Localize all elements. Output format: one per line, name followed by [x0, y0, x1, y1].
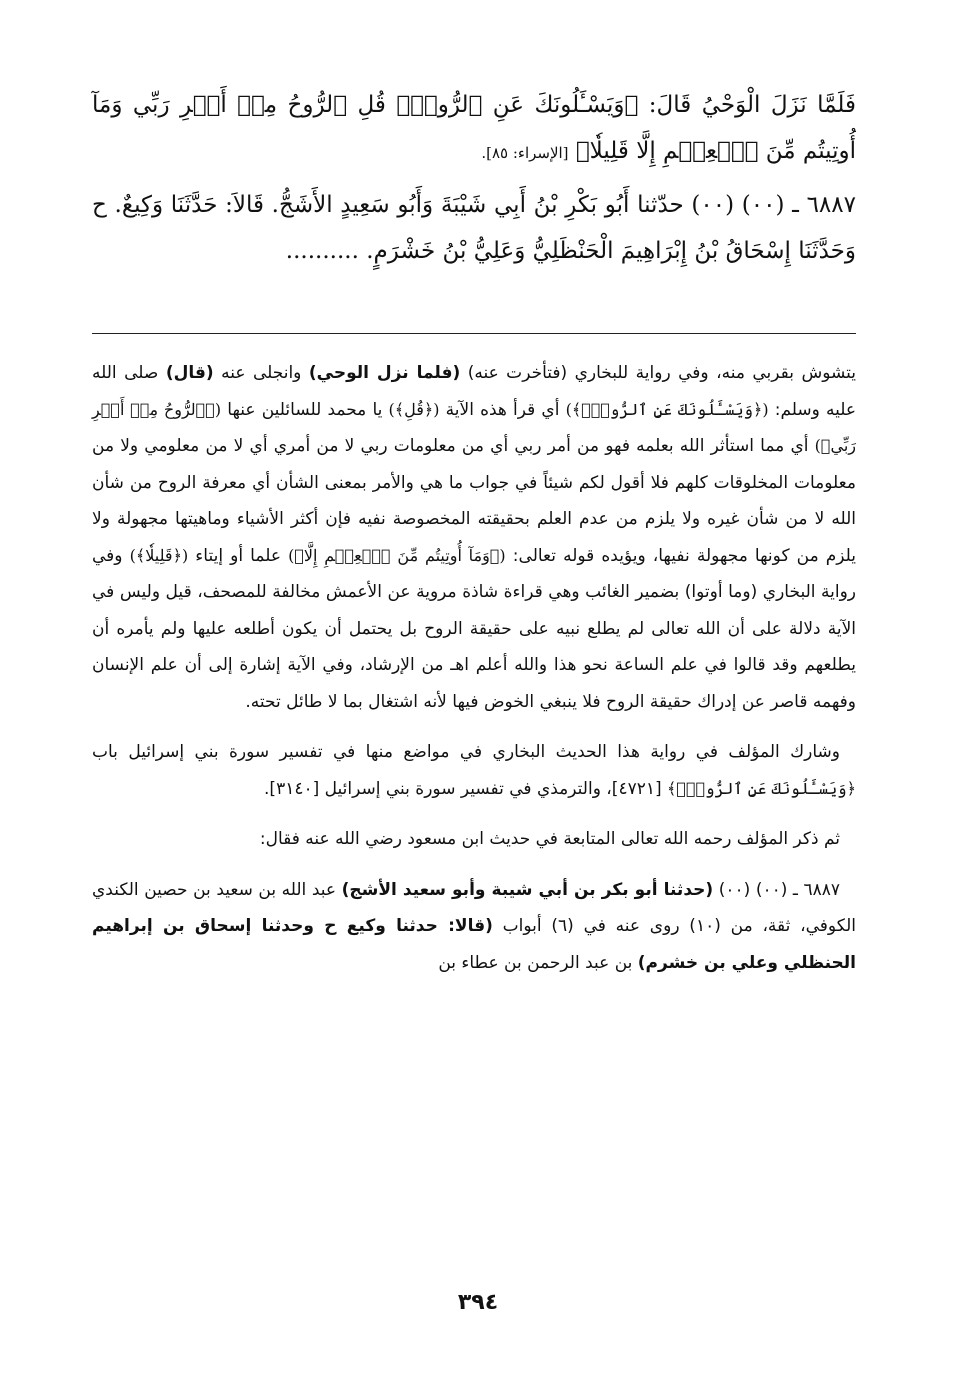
page-number: ٣٩٤ [457, 1290, 499, 1315]
matn-quote: (قالا: حدثنا وكيع ح وحدثنا إسحاق بن إبراهيم الحنظلي وعلي بن خشرم) [92, 916, 856, 973]
main-text [92, 82, 856, 280]
commentary-paragraph [92, 734, 856, 807]
commentary-text: يا محمد للسائلين عنها [227, 399, 383, 420]
footnote-divider [92, 333, 856, 334]
commentary-text: [٤٧٢١]، والترمذي في تفسير سورة بني إسرائيل [٣١٤٠]. [264, 778, 662, 799]
commentary-text: وفي رواية البخاري (وما أوتوا) بضمير الغائب وهي قراءة شاذة مروية عن الأعمش مخالفة للمصحف، قيل وليس في الآية دلالة على أن الله تعالى لم يطلع نبيه على حقيقة الروح بل يحتمل أن يكون أطلعه عليها ولم يأمره أن يطلعهم وقد قالوا في علم الساعة نحو هذا والله أعلم اهـ من الإرشاد، وفي الآية إشارة إلى أن علم الإنسان وفهمه قاصر عن إدراك حقيقة الروح فلا ينبغي الخوض فيها لأنه اشتغال بما لا طائل تحته. [92, 545, 856, 712]
commentary-text: أي مما استأثر الله بعلمه فهو من أمر ربي أي من معلومات ربي لا من أمري أي لا من معلومي ولا من معلومات المخلوقات كلهم فلا أقول لكم شيئاً في جواب ما هي والأمر بمعنى الشأن أي معرفة الروح من شأن الله لا من شأن غيره ولا يلزم من عدم العلم بحقيقته المخصوصة نفيه فإن أكثر الأشياء وماهيتها مجهولة ولا يلزم من كونها مجهولة نفيها، ويؤيده قوله تعالى: [92, 436, 857, 566]
commentary-text: وشارك المؤلف في رواية هذا الحديث البخاري في مواضع منها في تفسير سورة بني إسرائيل باب [92, 742, 840, 762]
quran-verse: ﴿وَيَسْـَٔلُونَكَ عَنِ ٱلرُّوحِۖ قُلِ ٱلرُّوحُ مِنۡ أَمۡرِ رَبِّي وَمَآ أُوتِيتُم مِّنَ ٱلۡعِلۡمِ إِلَّا قَلِيلٗا﴾ [92, 92, 856, 164]
commentary-text: علما أو إيتاء [195, 545, 281, 566]
commentary-text: عبد الله بن سعيد بن حصين الكندي الكوفي، ثقة، من (١٠) روى عنه في (٦) أبواب [92, 879, 857, 936]
commentary-text: يتشوش بقربي منه، وفي رواية للبخاري (فتأخرت عنه) [467, 363, 857, 383]
verse-quote: (﴿وَيَسْـَٔلُونَكَ عَنِ ٱلرُّوحِۖ﴾) [565, 399, 769, 419]
verse-quote: (﴿ٱلرُّوحُ مِنۡ أَمۡرِ رَبِّي﴾) [92, 399, 857, 455]
hadith-number: ٦٨٨٧ ـ (٠٠) (٠٠) [718, 879, 840, 900]
matn-quote: (حدثنا أبو بكر بن أبي شيبة وأبو سعيد الأشج) [341, 879, 714, 900]
commentary-text: وانجلى عنه [221, 363, 302, 383]
verse-quote: ﴿وَيَسْـَٔلُونَكَ عَنِ ٱلرُّوحِۖ﴾ [667, 778, 856, 798]
matn-quote: (فلما نزل الوحي) [308, 363, 461, 383]
commentary-paragraph [92, 872, 856, 982]
commentary-text: صلى الله عليه وسلم: [92, 363, 857, 420]
verse-reference: [الإسراء: ٨٥]. [481, 144, 569, 162]
verse-quote: (﴿قَلِيلٗا﴾) [129, 545, 189, 565]
commentary [92, 355, 856, 995]
verse-quote: (﴿وَمَآ أُوتِيتُم مِّنَ ٱلۡعِلۡمِ إِلَّا﴾) [288, 545, 506, 565]
commentary-paragraph: ثم ذكر المؤلف رحمه الله تعالى المتابعة في حديث ابن مسعود رضي الله عنه فقال: [259, 829, 840, 849]
hadith-chain: ٦٨٨٧ ـ (٠٠) (٠٠) حدّثنا أَبُو بَكْرِ بْنُ أَبِي شَيْبَةَ وَأَبُو سَعِيدٍ الأَشَجُّ. قَالاَ: حَدَّثَنَا وَكِيعٌ. ح وَحَدَّثَنَا إِسْحَاقُ بْنُ إِبْرَاهِيمَ الْحَنْظَلِيُّ وَعَلِيُّ بْنُ خَشْرَمٍ. .......... [92, 192, 856, 264]
commentary-text: أي قرأ هذه الآية [445, 399, 560, 420]
matn-quote: (قال) [165, 363, 214, 383]
verse-quote: (﴿قُلِ﴾) [388, 399, 440, 419]
commentary-paragraph [92, 355, 856, 720]
verse-intro: فَلَمَّا نَزَلَ الْوَحْيُ قَالَ: [648, 92, 857, 118]
verse-paragraph [92, 82, 856, 176]
commentary-text: بن عبد الرحمن بن عطاء بن [438, 952, 633, 973]
